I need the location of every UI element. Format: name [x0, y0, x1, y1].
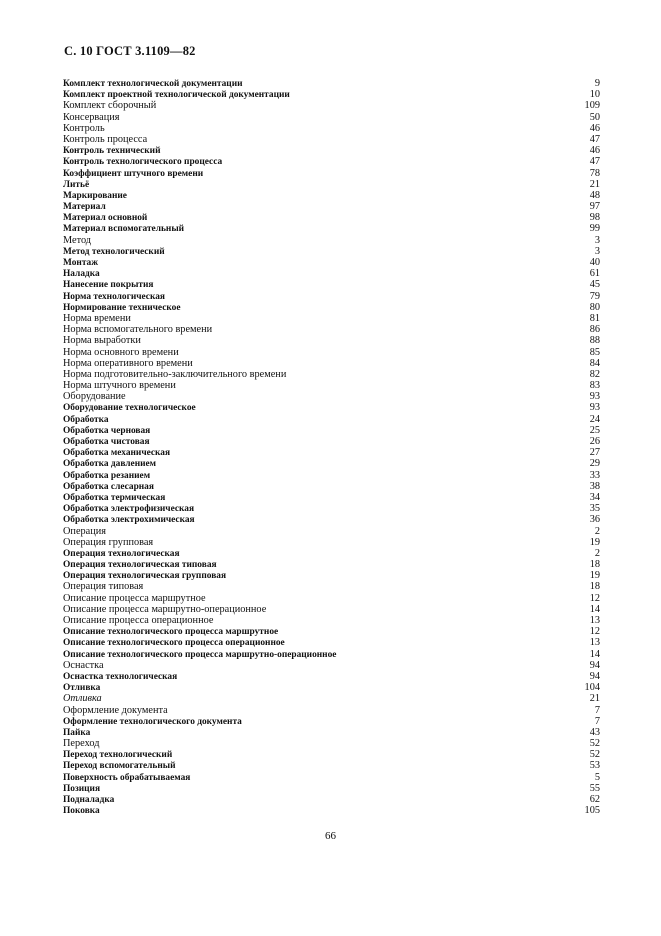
- index-entry: [63, 168, 600, 179]
- index-page-ref: 25: [589, 424, 600, 436]
- index-term: Контроль технологического процесса: [63, 157, 223, 168]
- index-page-ref: 14: [589, 603, 600, 615]
- index-entry: [63, 425, 600, 436]
- index-term: Оформление технологического документа: [63, 716, 242, 727]
- index-term: Норма технологическая: [63, 291, 165, 302]
- index-entry: [63, 134, 600, 145]
- index-entry: [63, 89, 600, 100]
- index-entry: [63, 257, 600, 268]
- index-page-ref: 93: [589, 402, 600, 414]
- index-entry: [63, 727, 600, 738]
- index-term: Материал: [63, 202, 106, 213]
- index-term: Нанесение покрытия: [63, 280, 154, 291]
- index-entry: [63, 470, 600, 481]
- index-term: Оснастка: [63, 659, 104, 671]
- index-page-ref: 105: [584, 805, 600, 817]
- index-term: Норма вспомогательного времени: [63, 324, 213, 336]
- index-term: Обработка электрофизическая: [63, 504, 195, 515]
- index-entry: [63, 593, 600, 604]
- index-entry: [63, 772, 600, 783]
- index-term: Коэффициент штучного времени: [63, 168, 204, 179]
- index-entry: [63, 738, 600, 749]
- index-term: Переход вспомогательный: [63, 761, 176, 772]
- index-page-ref: 13: [589, 637, 600, 649]
- index-page-ref: 47: [589, 156, 600, 168]
- index-page-ref: 12: [589, 626, 600, 638]
- index-entry: [63, 358, 600, 369]
- index-term: Обработка электрохимическая: [63, 515, 195, 526]
- index-page-ref: 81: [589, 312, 600, 324]
- index-page-ref: 3: [594, 234, 600, 246]
- index-page-ref: 86: [589, 324, 600, 336]
- index-entry: [63, 626, 600, 637]
- index-page-ref: 98: [589, 212, 600, 224]
- index-page-ref: 2: [594, 525, 600, 537]
- index-entry: [63, 201, 600, 212]
- index-term: Описание процесса маршрутно-операционное: [63, 603, 267, 615]
- index-page-ref: 94: [589, 670, 600, 682]
- index-term: Оформление документа: [63, 704, 168, 716]
- index-term: Контроль: [63, 122, 105, 134]
- index-page-ref: 18: [589, 581, 600, 593]
- index-entry: [63, 481, 600, 492]
- index-term: Обработка механическая: [63, 448, 171, 459]
- index-entry: [63, 682, 600, 693]
- index-term: Описание технологического процесса операционное: [63, 638, 285, 649]
- index-entry: [63, 190, 600, 201]
- index-entry: [63, 716, 600, 727]
- index-term: Обработка резанием: [63, 470, 151, 481]
- index-entry: [63, 100, 600, 111]
- index-entry: [63, 760, 600, 771]
- index-term: Обработка чистовая: [63, 437, 150, 447]
- index-page-ref: 12: [589, 592, 600, 604]
- index-entry: [63, 347, 600, 358]
- index-page-ref: 43: [589, 726, 600, 738]
- index-page-ref: 85: [589, 346, 600, 358]
- index-page-ref: 55: [589, 782, 600, 794]
- index-term: Норма выработки: [63, 335, 141, 347]
- index-page-ref: 97: [589, 201, 600, 213]
- index-term: Подналадка: [63, 795, 115, 805]
- index-page-ref: 33: [589, 469, 600, 481]
- index-term: Оснастка технологическая: [63, 671, 178, 682]
- index-page-ref: 21: [589, 693, 600, 705]
- index-term: Обработка термическая: [63, 492, 166, 503]
- index-page-ref: 109: [584, 100, 600, 112]
- index-term: Отливка: [63, 683, 101, 694]
- index-page-ref: 40: [589, 257, 600, 268]
- index-entry: [63, 268, 600, 279]
- index-term: Материал вспомогательный: [63, 224, 185, 235]
- index-term: Операция: [63, 525, 106, 537]
- index-page-ref: 47: [589, 133, 600, 145]
- index-entry: [63, 223, 600, 234]
- index-term: Обработка черновая: [63, 425, 151, 436]
- index-entry: [63, 783, 600, 794]
- index-page-ref: 36: [589, 514, 600, 526]
- index-entry: [63, 637, 600, 648]
- page-number: 66: [325, 830, 336, 842]
- index-entry: [63, 581, 600, 592]
- index-page-ref: 46: [589, 122, 600, 134]
- index-term: Поверхность обрабатываемая: [63, 772, 191, 783]
- index-page-ref: 2: [594, 547, 600, 559]
- index-term: Метод: [63, 234, 92, 246]
- index-page-ref: 48: [589, 189, 600, 201]
- index-term: Пайка: [63, 727, 91, 738]
- index-page-ref: 79: [589, 290, 600, 302]
- index-term: Переход технологический: [63, 750, 173, 761]
- index-page-ref: 18: [589, 559, 600, 571]
- index-entry: [63, 615, 600, 626]
- index-page-ref: 52: [589, 738, 600, 750]
- index-term: Описание процесса маршрутное: [63, 592, 206, 604]
- index-page-ref: 9: [594, 78, 600, 89]
- index-entry: [63, 335, 600, 346]
- index-page-ref: 82: [589, 368, 600, 380]
- index-entry: [63, 660, 600, 671]
- index-term: Монтаж: [63, 258, 99, 268]
- index-entry: [63, 313, 600, 324]
- index-page-ref: 46: [589, 145, 600, 157]
- index-entry: [63, 156, 600, 167]
- index-term: Описание технологического процесса маршрутное: [63, 627, 279, 638]
- index-list: [63, 78, 600, 816]
- index-term: Норма подготовительно-заключительного времени: [63, 368, 287, 380]
- index-page-ref: 19: [589, 570, 600, 582]
- index-entry: [63, 649, 600, 660]
- index-entry: [63, 749, 600, 760]
- index-term: Маркирование: [63, 190, 127, 201]
- index-term: Норма времени: [63, 312, 131, 324]
- index-term: Описание процесса операционное: [63, 615, 214, 626]
- index-term: Операция технологическая групповая: [63, 571, 227, 582]
- index-term: Операция групповая: [63, 536, 154, 548]
- index-entry: [63, 671, 600, 682]
- index-page-ref: 93: [589, 391, 600, 403]
- index-entry: [63, 391, 600, 402]
- index-term: Обработка: [63, 414, 109, 425]
- index-term: Оборудование технологическое: [63, 403, 196, 414]
- index-term: Наладка: [63, 269, 100, 280]
- index-page-ref: 52: [589, 749, 600, 761]
- index-entry: [63, 559, 600, 570]
- index-entry: [63, 548, 600, 559]
- index-term: Литьё: [63, 179, 90, 190]
- index-entry: [63, 78, 600, 89]
- index-entry: [63, 235, 600, 246]
- index-page-ref: 19: [589, 536, 600, 548]
- index-page-ref: 7: [594, 704, 600, 716]
- index-entry: [63, 805, 600, 816]
- index-page-ref: 26: [589, 436, 600, 447]
- index-term: Контроль технический: [63, 146, 161, 157]
- index-page-ref: 78: [589, 167, 600, 179]
- index-entry: [63, 693, 600, 704]
- index-entry: [63, 447, 600, 458]
- index-term: Обработка слесарная: [63, 481, 154, 492]
- index-entry: [63, 212, 600, 223]
- index-entry: [63, 380, 600, 391]
- index-entry: [63, 279, 600, 290]
- index-page-ref: 34: [589, 491, 600, 503]
- index-page-ref: 7: [594, 715, 600, 727]
- index-term: Позиция: [63, 783, 101, 794]
- index-entry: [63, 458, 600, 469]
- index-term: Норма основного времени: [63, 346, 179, 358]
- index-page-ref: 27: [589, 447, 600, 459]
- index-page-ref: 24: [589, 413, 600, 425]
- index-entry: [63, 179, 600, 190]
- page-header: С. 10 ГОСТ 3.1109—82: [64, 44, 196, 58]
- index-term: Норма штучного времени: [63, 380, 176, 392]
- index-entry: [63, 291, 600, 302]
- index-entry: [63, 526, 600, 537]
- index-entry: [63, 570, 600, 581]
- index-entry: [63, 302, 600, 313]
- index-entry: [63, 414, 600, 425]
- index-page-ref: 53: [589, 760, 600, 772]
- index-page-ref: 104: [584, 682, 600, 694]
- index-term: Норма оперативного времени: [63, 357, 193, 369]
- index-entry: [63, 112, 600, 123]
- index-term: Операция технологическая типовая: [63, 560, 217, 571]
- index-page-ref: 80: [589, 301, 600, 313]
- index-page-ref: 88: [589, 335, 600, 347]
- index-page-ref: 10: [589, 89, 600, 101]
- index-page-ref: 99: [589, 223, 600, 235]
- index-entry: [63, 604, 600, 615]
- index-term: Материал основной: [63, 213, 148, 224]
- index-entry: [63, 123, 600, 134]
- index-term: Нормирование техническое: [63, 302, 181, 313]
- index-term: Обработка давлением: [63, 459, 157, 470]
- index-term: Отливка: [63, 693, 102, 705]
- index-term: Поковка: [63, 806, 100, 817]
- index-page-ref: 38: [589, 480, 600, 492]
- index-entry: [63, 492, 600, 503]
- index-entry: [63, 369, 600, 380]
- index-term: Описание технологического процесса маршрутно-операционное: [63, 649, 337, 660]
- index-page-ref: 5: [594, 771, 600, 783]
- index-entry: [63, 436, 600, 447]
- index-page-ref: 21: [589, 178, 600, 190]
- index-entry: [63, 246, 600, 257]
- index-page-ref: 94: [589, 659, 600, 671]
- index-term: Консервация: [63, 111, 120, 123]
- index-entry: [63, 705, 600, 716]
- index-page-ref: 3: [594, 245, 600, 257]
- index-term: Оборудование: [63, 391, 126, 403]
- index-entry: [63, 402, 600, 413]
- index-term: Комплект проектной технологической документации: [63, 90, 290, 101]
- index-term: Контроль процесса: [63, 133, 148, 145]
- index-page-ref: 29: [589, 458, 600, 470]
- index-page-ref: 62: [589, 794, 600, 805]
- index-page-ref: 35: [589, 503, 600, 515]
- index-entry: [63, 503, 600, 514]
- index-term: Переход: [63, 738, 100, 750]
- index-page-ref: 84: [589, 357, 600, 369]
- index-term: Метод технологический: [63, 246, 165, 257]
- index-page-ref: 83: [589, 380, 600, 392]
- index-entry: [63, 537, 600, 548]
- index-page-ref: 45: [589, 279, 600, 291]
- index-entry: [63, 514, 600, 525]
- index-term: Комплект сборочный: [63, 100, 157, 112]
- index-term: Операция типовая: [63, 581, 144, 593]
- index-entry: [63, 794, 600, 805]
- index-page-ref: 50: [589, 111, 600, 123]
- index-page-ref: 13: [589, 615, 600, 626]
- index-entry: [63, 145, 600, 156]
- index-page-ref: 61: [589, 268, 600, 280]
- index-term: Комплект технологической документации: [63, 79, 243, 89]
- index-entry: [63, 324, 600, 335]
- index-page-ref: 14: [589, 648, 600, 660]
- index-term: Операция технологическая: [63, 548, 180, 559]
